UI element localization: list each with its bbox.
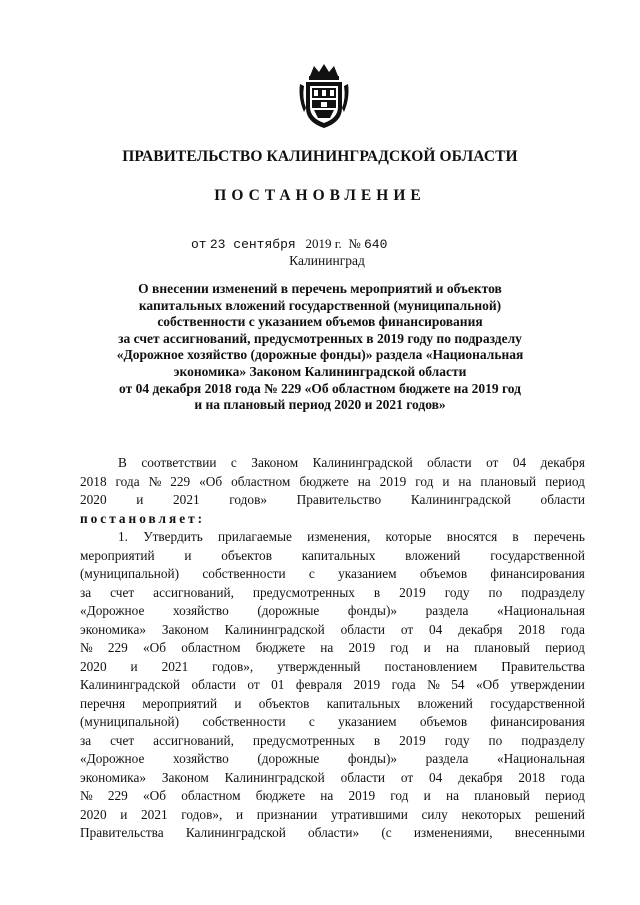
body-word: раздела: [425, 751, 469, 766]
body-word: бюджете: [255, 788, 306, 803]
body-word: 2021: [173, 492, 200, 507]
body-word: областном: [231, 473, 291, 489]
body-word: за: [80, 584, 92, 600]
body-word: вложений: [417, 695, 473, 711]
body-line: [80, 491, 585, 510]
body-word: период: [545, 473, 585, 489]
body-word: подразделу: [521, 732, 585, 748]
body-line: [80, 787, 585, 806]
body-word: «Об: [199, 473, 223, 489]
body-line: [80, 824, 585, 843]
body-word: Законом: [251, 455, 299, 470]
body-word: утратившими: [330, 806, 408, 822]
body-line: [80, 658, 585, 677]
body-word: период: [545, 640, 585, 655]
body-word: за: [80, 732, 92, 748]
body-word: период: [545, 788, 585, 803]
body-line: [80, 769, 585, 788]
organization-name: ПРАВИТЕЛЬСТВО КАЛИНИНГРАДСКОЙ ОБЛАСТИ: [122, 148, 518, 165]
body-word: подразделу: [521, 584, 585, 600]
title-line: и на плановый период 2020 и 2021 годов»: [194, 397, 446, 413]
body-word: 04: [429, 621, 443, 637]
body-word: счет: [110, 732, 135, 748]
body-word: раздела: [425, 603, 469, 618]
body-word: объемов: [419, 714, 468, 729]
body-word: декабря: [540, 455, 585, 470]
body-word: №: [427, 677, 440, 692]
body-word: бюджете: [299, 473, 349, 489]
body-word: Законом: [161, 769, 209, 785]
body-word: вложений: [405, 547, 461, 563]
body-word: области: [427, 455, 472, 470]
body-word: экономика»: [80, 769, 146, 785]
body-word: Калининградской: [312, 455, 413, 470]
body-word: ассигнований,: [153, 732, 234, 748]
body-word: Калининградской: [80, 677, 181, 692]
body-word: Калининградской: [224, 621, 325, 637]
body-word: 2018: [80, 473, 107, 489]
body-word: №: [80, 640, 93, 655]
body-word: плановый: [474, 640, 530, 655]
body-word: областном: [181, 788, 241, 803]
body-word: на: [445, 640, 459, 655]
body-word: 2020: [80, 492, 107, 507]
body-word: постановлением: [384, 658, 478, 674]
body-word: признании: [256, 806, 318, 822]
body-word: (муниципальной): [80, 714, 180, 729]
coat-of-arms-icon: [296, 62, 352, 130]
body-word: капитальных: [301, 547, 376, 563]
body-word: Правительство: [296, 492, 382, 507]
body-word: (муниципальной): [80, 566, 180, 581]
body-word: в: [512, 529, 519, 544]
body-word: бюджете: [255, 640, 306, 655]
body-word: 2019: [399, 584, 426, 600]
body-word: перечня: [80, 695, 126, 711]
body-word: от: [486, 455, 499, 470]
body-word: хозяйство: [172, 751, 229, 766]
body-word: на: [357, 473, 371, 489]
body-word: областном: [181, 640, 241, 655]
body-word: декабря: [458, 621, 503, 637]
document-body: [80, 454, 585, 843]
body-word: плановый: [480, 473, 537, 489]
body-word: фонды)»: [347, 603, 398, 618]
body-word: некоторых: [461, 806, 522, 822]
body-line: [80, 547, 585, 566]
body-word: указанием: [338, 566, 397, 581]
body-word: предусмотренных: [252, 584, 355, 600]
date-handwritten: 23 сентября: [209, 237, 296, 252]
body-line: [80, 454, 585, 473]
body-word: области: [340, 769, 386, 785]
body-word: области: [191, 677, 236, 692]
body-word: года: [560, 621, 585, 637]
year: 2019 г.: [305, 236, 342, 251]
body-word: года: [560, 769, 585, 785]
body-line: [80, 750, 585, 769]
body-word: году: [444, 584, 470, 600]
body-word: силу: [421, 806, 448, 822]
body-word: области: [540, 492, 585, 507]
body-word: утверждении: [510, 677, 585, 692]
body-word: и: [136, 492, 144, 507]
body-word: объектов: [221, 547, 272, 563]
body-word: годов»,: [212, 658, 254, 674]
body-word: от: [400, 769, 414, 785]
body-word: «Об: [143, 640, 167, 655]
body-word: изменениями,: [413, 825, 493, 840]
body-word: соответствии: [141, 455, 217, 470]
document-type: ПОСТАНОВЛЕНИЕ: [214, 187, 426, 204]
body-word: и: [234, 695, 242, 711]
body-word: 2018: [518, 769, 545, 785]
body-word: государственной: [490, 547, 585, 563]
body-word: хозяйство: [172, 603, 229, 618]
body-word: объемов: [419, 566, 468, 581]
body-word: и: [423, 640, 431, 655]
body-word: февраля: [295, 677, 343, 692]
body-word: 2021: [141, 806, 168, 822]
body-word: 2019: [379, 473, 407, 489]
body-word: с: [308, 566, 315, 581]
body-line: [80, 621, 585, 640]
body-line: [80, 528, 585, 547]
number-sign: №: [348, 236, 361, 251]
city: Калининград: [289, 253, 365, 268]
body-word: 229: [170, 473, 191, 489]
body-word: Правительства: [501, 658, 585, 674]
title-line: О внесении изменений в перечень мероприятий и объектов: [138, 281, 502, 296]
body-word: в: [373, 584, 381, 600]
body-word: Утвердить: [143, 529, 203, 544]
title-line: экономика» Законом Калининградской области: [173, 363, 467, 379]
title-line: от 04 декабря 2018 года № 229 «Об областном бюджете на 2019 год: [119, 380, 521, 396]
body-word: финансирования: [490, 714, 585, 729]
body-word: годов»,: [181, 806, 223, 822]
body-word: области: [340, 621, 386, 637]
body-word: плановый: [474, 788, 530, 803]
body-word: год: [390, 640, 409, 655]
body-line: [80, 732, 585, 751]
body-word: решений: [534, 806, 585, 822]
body-line: [80, 602, 585, 621]
body-word: объектов: [258, 695, 310, 711]
body-line: [80, 473, 585, 492]
body-word: «Национальная: [496, 603, 585, 618]
body-word: 2019: [348, 788, 376, 803]
body-word: собственности: [202, 566, 286, 581]
title-line: «Дорожное хозяйство (дорожные фонды)» раздела «Национальная: [116, 347, 524, 363]
body-word: которые: [385, 529, 432, 544]
body-word: «Об: [476, 677, 500, 692]
body-line: [80, 713, 585, 732]
body-line: [80, 695, 585, 714]
body-word: счет: [110, 584, 135, 600]
body-word: №: [148, 473, 162, 489]
body-word: на: [458, 473, 472, 489]
body-word: Законом: [161, 621, 209, 637]
body-line: [80, 584, 585, 603]
body-line: [80, 639, 585, 658]
body-word: 229: [107, 640, 128, 655]
body-word: год: [415, 473, 434, 489]
body-word: от: [247, 677, 260, 692]
body-word: по: [488, 584, 503, 600]
body-word: (дорожные: [257, 751, 320, 766]
body-word: 1.: [118, 529, 128, 544]
body-word: фонды)»: [347, 751, 398, 766]
body-word: 2019: [399, 732, 426, 748]
body-word: 54: [451, 677, 465, 692]
body-word: вносятся: [446, 529, 498, 544]
body-word: 01: [271, 677, 285, 692]
body-word: №: [80, 788, 93, 803]
date-line: [191, 236, 387, 252]
body-word: по: [488, 732, 503, 748]
body-word: Калининградской: [410, 492, 511, 507]
body-word: 2020: [80, 806, 107, 822]
body-word: постановляет:: [80, 510, 206, 526]
body-word: в: [373, 732, 381, 748]
body-word: и: [236, 806, 244, 822]
body-word: и: [423, 788, 431, 803]
body-word: Правительства: [80, 825, 164, 840]
body-word: финансирования: [490, 566, 585, 581]
body-word: «Об: [143, 788, 167, 803]
body-word: перечень: [533, 529, 585, 544]
body-word: экономика»: [80, 621, 146, 637]
body-word: с: [308, 714, 315, 729]
body-word: на: [320, 640, 334, 655]
body-word: 2019: [353, 677, 381, 692]
body-word: мероприятий: [142, 695, 218, 711]
body-word: годов»: [229, 492, 268, 507]
body-word: года: [115, 473, 140, 489]
body-word: утвержденный: [277, 658, 361, 674]
body-word: «Дорожное: [80, 751, 145, 766]
body-word: прилагаемые: [217, 529, 292, 544]
body-word: (с: [381, 825, 392, 840]
body-word: и: [120, 806, 128, 822]
body-word: и: [442, 473, 450, 489]
body-word: указанием: [338, 714, 397, 729]
body-line: [80, 676, 585, 695]
title-line: за счет ассигнований, предусмотренных в 2019 году по подразделу: [118, 330, 522, 346]
body-word: «Национальная: [496, 751, 585, 766]
body-word: от: [400, 621, 414, 637]
body-word: государственной: [490, 695, 585, 711]
title-line: капитальных вложений государственной (муниципальной): [138, 297, 502, 313]
body-line: [80, 806, 585, 825]
body-word: 2018: [518, 621, 545, 637]
body-word: (дорожные: [257, 603, 320, 618]
body-word: 04: [512, 455, 527, 470]
body-line: [80, 565, 585, 584]
body-word: декабря: [458, 769, 503, 785]
body-word: с: [230, 455, 237, 470]
body-word: В: [118, 455, 127, 470]
body-word: и: [184, 547, 192, 563]
body-word: собственности: [202, 714, 286, 729]
document-title: [90, 281, 550, 414]
body-word: 2019: [348, 640, 376, 655]
body-word: году: [444, 732, 470, 748]
body-word: Калининградской: [224, 769, 325, 785]
body-word: области»: [308, 825, 360, 840]
body-word: Калининградской: [185, 825, 286, 840]
body-word: 2020: [80, 658, 107, 674]
body-word: ассигнований,: [153, 584, 234, 600]
document-number: 640: [363, 237, 388, 252]
body-word: предусмотренных: [252, 732, 355, 748]
body-word: капитальных: [326, 695, 401, 711]
body-word: внесенными: [514, 825, 585, 840]
body-word: на: [445, 788, 459, 803]
body-word: и: [130, 658, 138, 674]
title-line: собственности с указанием объемов финансирования: [157, 314, 483, 330]
body-word: года: [391, 677, 416, 692]
body-word: «Дорожное: [80, 603, 145, 618]
body-word: год: [390, 788, 409, 803]
body-word: 2021: [161, 658, 189, 674]
date-prefix: от: [191, 237, 207, 252]
body-word: изменения,: [307, 529, 371, 544]
body-word: 04: [429, 769, 443, 785]
body-line: [80, 510, 585, 529]
body-word: на: [320, 788, 334, 803]
body-word: 229: [107, 788, 128, 803]
body-word: мероприятий: [80, 547, 155, 563]
